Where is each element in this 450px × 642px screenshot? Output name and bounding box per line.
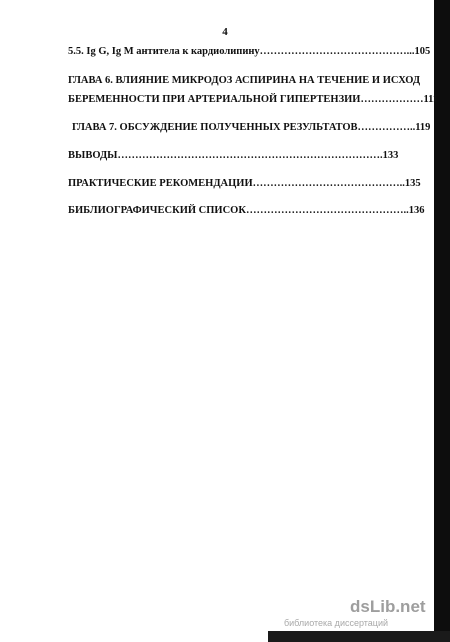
watermark-logo: dsLib.net (350, 597, 426, 616)
toc-entry-conclusions: ВЫВОДЫ………………………………………………………………….133 (68, 150, 399, 161)
watermark (284, 597, 446, 629)
watermark-subtitle: библиотека диссертаций (284, 618, 389, 628)
scan-edge-bottom (268, 631, 450, 642)
toc-entry-chapter-6-line-1: ГЛАВА 6. ВЛИЯНИЕ МИКРОДОЗ АСПИРИНА НА ТЕЧЕНИЕ И ИСХОД (68, 75, 421, 86)
toc-entry-chapter-7: ГЛАВА 7. ОБСУЖДЕНИЕ ПОЛУЧЕННЫХ РЕЗУЛЬТАТОВ……………..119 (72, 122, 431, 133)
toc-entry-chapter-6-line-2: БЕРЕМЕННОСТИ ПРИ АРТЕРИАЛЬНОЙ ГИПЕРТЕНЗИИ………………111 (68, 94, 439, 105)
toc-entry-recommendations: ПРАКТИЧЕСКИЕ РЕКОМЕНДАЦИИ……………………………………..135 (68, 178, 421, 189)
toc-entry-bibliography: БИБЛИОГРАФИЧЕСКИЙ СПИСОК………………………………………..136 (68, 205, 425, 216)
page-number: 4 (222, 26, 228, 38)
toc-entry-5-5: 5.5. Ig G, Ig M антитела к кардиолипину……………………………………...105 (68, 46, 431, 57)
